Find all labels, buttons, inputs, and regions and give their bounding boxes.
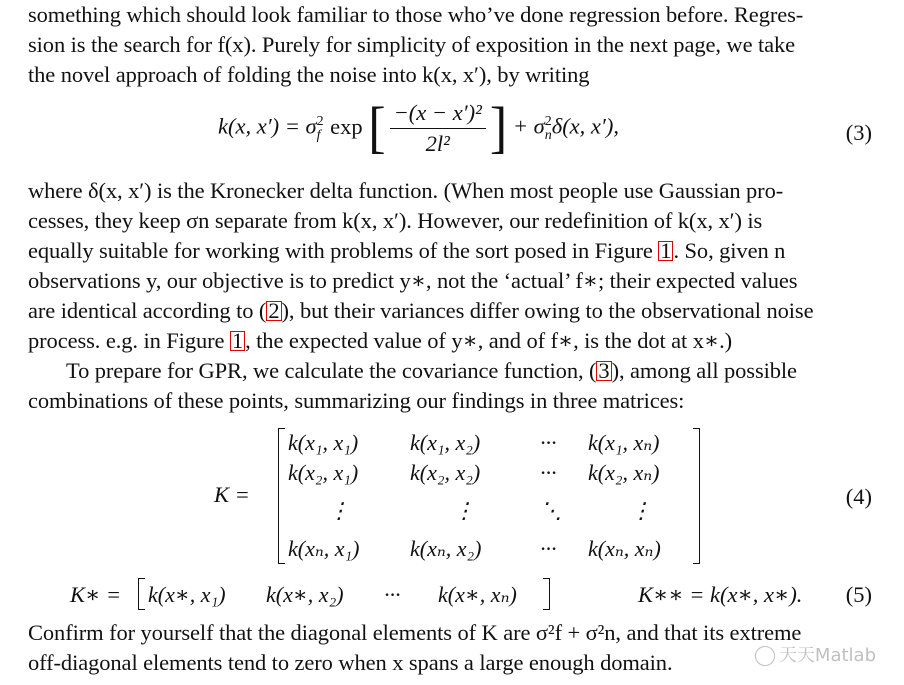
equation-3: [218, 96, 619, 160]
watermark: [755, 641, 876, 667]
equation-4-lhs: K =: [214, 482, 250, 507]
matrix-k-cell: k(x₂, x₂): [410, 460, 481, 485]
equation-3-numerator: −(x − x′)²: [390, 100, 486, 129]
paragraph-4-line-1: Confirm for yourself that the diagonal elements of K are σ²f + σ²n, and that its extreme: [28, 620, 802, 645]
equation-3-delta: δ(x, x′),: [551, 113, 619, 139]
equation-3-fraction: [390, 100, 486, 157]
matrix-k-right-bracket: [693, 428, 700, 564]
equation-4-number: (4): [845, 484, 872, 509]
matrix-k-cell: ⋱: [540, 498, 562, 523]
matrix-k-cell: ⋮: [328, 498, 350, 523]
paragraph-3-line-2: combinations of these points, summarizing our findings in three matrices:: [28, 388, 685, 413]
equation-3-sub-n: n: [544, 128, 552, 144]
paragraph-1-line-3: the novel approach of folding the noise into k(x, x′), by writing: [28, 62, 590, 87]
matrix-k-cell: k(x₁, x₁): [288, 430, 359, 455]
matrix-k-left-bracket: [278, 428, 285, 564]
paragraph-2-line-3: [28, 238, 785, 264]
equation-5-lhs: K∗ =: [70, 582, 122, 607]
equation-3-number: (3): [845, 120, 872, 145]
paragraph-2-line-6-b: , the expected value of y∗, and of f∗, is the dot at x∗.): [245, 328, 732, 353]
paragraph-2-line-3-a: equally suitable for working with problems of the sort posed in Figure: [28, 238, 659, 263]
equation-2-link[interactable]: 2: [268, 298, 280, 323]
matrix-k-star-left-bracket: [138, 578, 145, 610]
matrix-k-cell: ···: [540, 536, 557, 561]
paragraph-2-line-1: where δ(x, x′) is the Kronecker delta function. (When most people use Gaussian pro-: [28, 178, 784, 203]
paragraph-1-line-2: sion is the search for f(x). Purely for simplicity of exposition in the next page, we take: [28, 32, 796, 57]
equation-3-link[interactable]: 3: [598, 358, 610, 383]
matrix-k-cell: k(xₙ, x₁): [288, 536, 360, 561]
equation-3-denominator: 2l²: [425, 131, 450, 156]
matrix-k-cell: k(xₙ, x₂): [410, 536, 482, 561]
paragraph-4-line-2: off-diagonal elements tend to zero when x spans a large enough domain.: [28, 650, 673, 675]
figure-1-link-2[interactable]: 1: [231, 328, 244, 353]
equation-3-right-bracket: ]: [489, 96, 508, 160]
matrix-k-cell: ⋮: [630, 498, 652, 523]
paragraph-2-line-6-a: process. e.g. in Figure: [28, 328, 230, 353]
paragraph-2-line-2: cesses, they keep σn separate from k(x, x′). However, our redefinition of k(x, x′) is: [28, 208, 763, 233]
equation-3-sub-f: f: [316, 128, 321, 144]
matrix-k-star: [138, 578, 550, 612]
equation-3-sup-2: 2: [544, 114, 552, 130]
paragraph-1-line-1: something which should look familiar to those who’ve done regression before. Regres-: [28, 2, 804, 27]
equation-3-sup: 2: [316, 114, 324, 130]
paragraph-3-line-1-b: ), among all possible: [611, 358, 797, 383]
equation-3-lhs: k(x, x′) = σ: [218, 113, 317, 139]
matrix-k: [278, 428, 700, 566]
equation-3-exp: exp: [330, 113, 363, 139]
equation-5-number: (5): [845, 582, 872, 607]
paragraph-2-line-5: [28, 298, 813, 324]
figure-1-link[interactable]: 1: [660, 238, 672, 263]
matrix-k-star-cell: ···: [384, 582, 401, 607]
equation-3-left-bracket: [: [368, 96, 386, 160]
matrix-k-cell: ⋮: [453, 498, 475, 523]
paragraph-2-line-4: observations y, our objective is to predict y∗, not the ‘actual’ f∗; their expected values: [28, 268, 798, 293]
paragraph-2-line-6: [28, 328, 732, 354]
matrix-k-star-cell: k(x∗, x₁): [148, 582, 226, 607]
matrix-k-cell: k(x₁, xₙ): [588, 430, 660, 455]
paragraph-2-line-3-b: . So, given n: [673, 238, 786, 263]
equation-3-plus: + σ: [512, 113, 545, 139]
paragraph-3-line-1: [66, 358, 797, 384]
matrix-k-star-cell: k(x∗, x₂): [266, 582, 344, 607]
watermark-text: 天天Matlab: [778, 645, 876, 666]
wechat-icon: [755, 646, 775, 666]
matrix-k-star-right-bracket: [543, 578, 550, 610]
paragraph-2-line-5-a: are identical according to (: [28, 298, 267, 323]
paragraph-2-line-5-b: ), but their variances differ owing to the observational noise: [281, 298, 814, 323]
matrix-k-cell: k(x₂, xₙ): [588, 460, 660, 485]
matrix-k-cell: k(xₙ, xₙ): [588, 536, 661, 561]
matrix-k-cell: ···: [540, 460, 557, 485]
equation-5-rhs: K∗∗ = k(x∗, x∗).: [638, 582, 803, 607]
matrix-k-cell: ···: [540, 430, 557, 455]
paragraph-3-line-1-a: To prepare for GPR, we calculate the covariance function, (: [66, 358, 597, 383]
matrix-k-cell: k(x₂, x₁): [288, 460, 359, 485]
matrix-k-star-cell: k(x∗, xₙ): [438, 582, 517, 607]
matrix-k-cell: k(x₁, x₂): [410, 430, 481, 455]
